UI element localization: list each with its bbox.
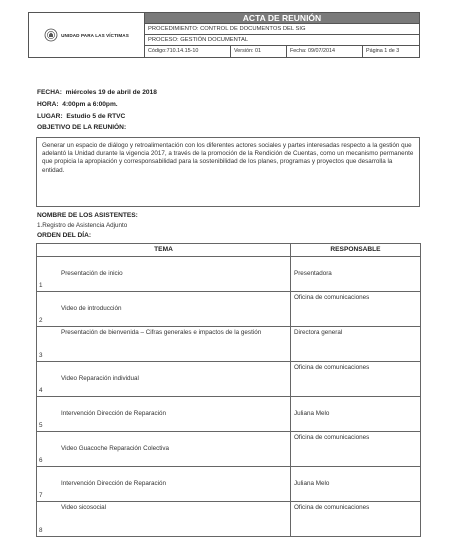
objetivo-label: OBJETIVO DE LA REUNIÓN: xyxy=(37,124,127,131)
row-responsable: Directora general xyxy=(294,329,343,336)
row-number: 3 xyxy=(39,352,43,359)
seal-icon xyxy=(44,28,58,42)
table-row xyxy=(37,397,421,432)
document-title: ACTA DE REUNIÓN xyxy=(145,13,419,23)
hora-value: 4:00pm a 6:00pm. xyxy=(62,101,118,108)
row-responsable: Juliana Melo xyxy=(294,410,330,417)
lugar-value: Estudio 5 de RTVC xyxy=(66,113,126,120)
row-number: 1 xyxy=(39,282,43,289)
row-tema: Video Reparación individual xyxy=(61,375,139,382)
row-number: 4 xyxy=(39,387,43,394)
proceso: PROCESO: GESTIÓN DOCUMENTAL xyxy=(145,34,419,45)
row-responsable: Oficina de comunicaciones xyxy=(294,434,370,441)
lugar-line xyxy=(37,113,125,120)
row-tema: Video Guacoche Reparación Colectiva xyxy=(61,445,170,452)
brand-name: UNIDAD PARA LAS VÍCTIMAS xyxy=(61,32,129,38)
row-responsable: Oficina de comunicaciones xyxy=(294,364,370,371)
row-tema: Presentación de bienvenida – Cifras generales e impactos de la gestión xyxy=(61,329,262,336)
asistentes-label: NOMBRE DE LOS ASISTENTES: xyxy=(37,212,138,219)
row-tema: Intervención Dirección de Reparación xyxy=(61,410,167,417)
row-tema: Presentación de inicio xyxy=(61,270,123,277)
row-responsable: Presentadora xyxy=(294,270,332,277)
logo-cell xyxy=(29,13,145,57)
procedimiento: PROCEDIMIENTO: CONTROL DE DOCUMENTOS DEL SIG xyxy=(145,23,419,34)
fecha-line xyxy=(37,89,157,96)
row-tema: Video de introducción xyxy=(61,305,122,312)
row-tema: Intervención Dirección de Reparación xyxy=(61,480,167,487)
table-row xyxy=(37,432,421,467)
row-responsable: Juliana Melo xyxy=(294,480,330,487)
hora-label: HORA: xyxy=(37,101,59,108)
version: Versión: 01 xyxy=(231,46,287,57)
row-number: 7 xyxy=(39,492,43,499)
row-number: 8 xyxy=(39,527,43,534)
row-number: 6 xyxy=(39,457,43,464)
table-row xyxy=(37,362,421,397)
row-number: 5 xyxy=(39,422,43,429)
fecha-label: FECHA: xyxy=(37,89,62,96)
agenda-table xyxy=(36,243,421,537)
table-row xyxy=(37,257,421,292)
orden-label: ORDEN DEL DÍA: xyxy=(37,232,92,239)
row-responsable: Oficina de comunicaciones xyxy=(294,294,370,301)
row-tema: Video sicosocial xyxy=(61,504,107,511)
col-tema: TEMA xyxy=(37,244,291,257)
pagina: Página 1 de 3 xyxy=(366,48,400,54)
fecha-doc: Fecha: 09/07/2014 xyxy=(287,46,363,57)
agenda-header-row xyxy=(37,244,421,257)
header-codes xyxy=(145,45,419,57)
col-responsable: RESPONSABLE xyxy=(291,244,421,257)
hora-line xyxy=(37,101,118,108)
table-row xyxy=(37,327,421,362)
document-header xyxy=(28,12,420,58)
table-row xyxy=(37,502,421,537)
table-row xyxy=(37,467,421,502)
codigo: Código:710.14.15-10 xyxy=(145,46,231,57)
lugar-label: LUGAR: xyxy=(37,113,63,120)
row-number: 2 xyxy=(39,317,43,324)
table-row xyxy=(37,292,421,327)
objetivo-box: Generar un espacio de diálogo y retroalimentación con los diferentes actores sociales y partes interesadas respecto a la gestión que adelantó la Unidad durante la vigencia 2017, a través de la promoción de la Rendición de Cuentas, como un mecanismo permanente que propicia la apropiación y corresponsabilidad para la sostenibilidad de los planes, programas y proyectos que desarrolla la entidad. xyxy=(36,137,420,207)
fecha-value: miércoles 19 de abril de 2018 xyxy=(65,89,157,96)
asistentes-item: 1.Registro de Asistencia Adjunto xyxy=(37,222,128,229)
row-responsable: Oficina de comunicaciones xyxy=(294,504,370,511)
header-info xyxy=(145,13,419,57)
